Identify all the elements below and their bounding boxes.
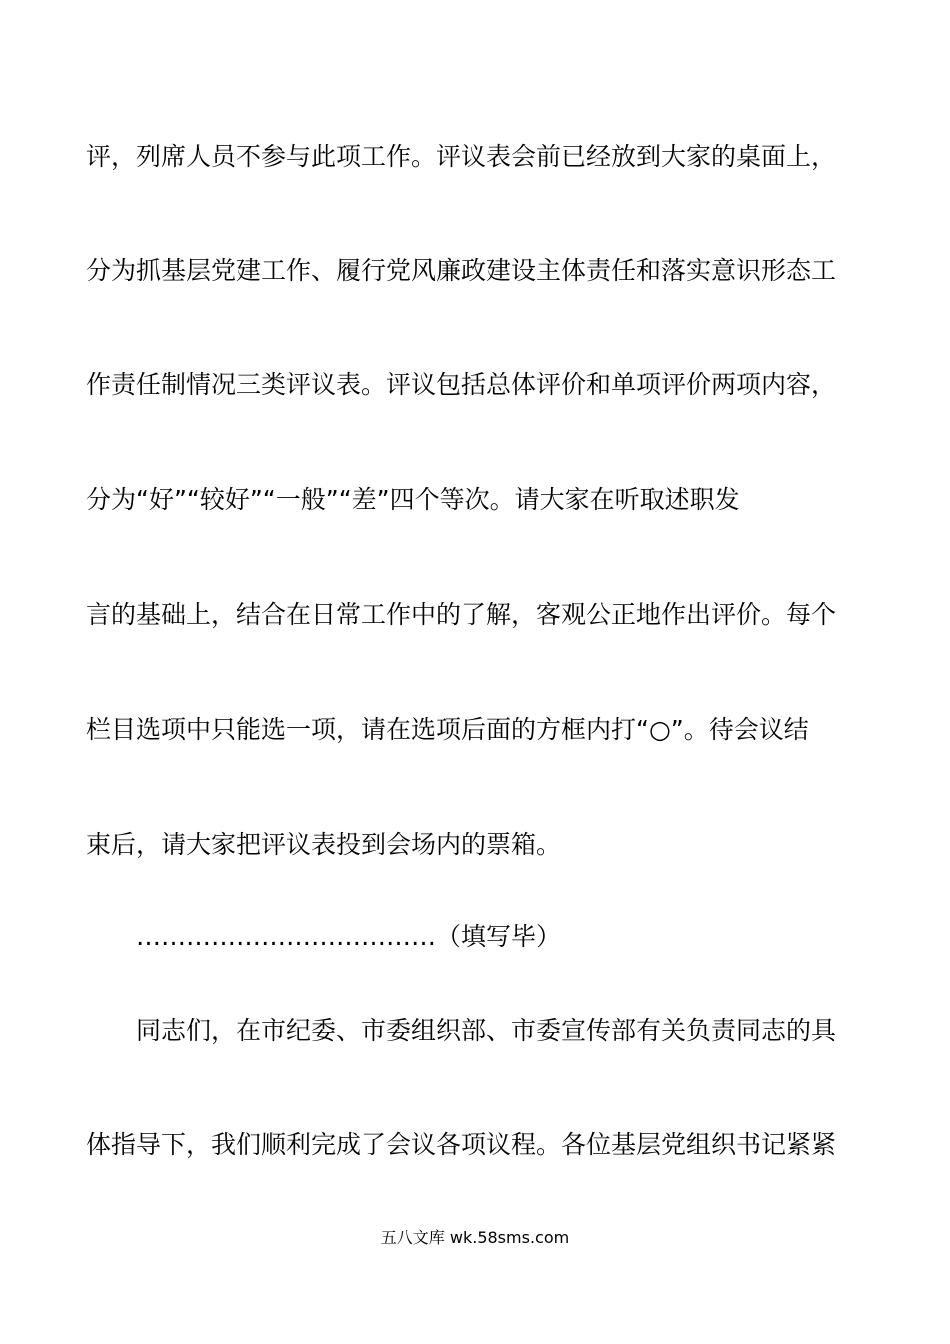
footer-watermark-text: 五八文库 wk.58sms.com — [380, 1228, 570, 1247]
body-text-line-2: 分为抓基层党建工作、履行党风廉政建设主体责任和落实意识形态工 — [86, 256, 837, 285]
body-text-line-1: 评，列席人员不参与此项工作。评议表会前已经放到大家的桌面上， — [86, 142, 837, 171]
body-text-line-4: 分为“好”“较好”“一般”“差”四个等次。请大家在听取述职发 — [86, 485, 740, 514]
body-text-line-5: 言的基础上，结合在日常工作中的了解，客观公正地作出评价。每个 — [86, 600, 837, 629]
body-text-line-7: 束后，请大家把评议表投到会场内的票箱。 — [86, 830, 562, 859]
body-text-line-9: 同志们，在市纪委、市委组织部、市委宣传部有关负责同志的具 — [136, 1016, 837, 1045]
fill-completed-note: ………………………………（填写毕） — [136, 922, 562, 951]
body-text-line-10: 体指导下，我们顺利完成了会议各项议程。各位基层党组织书记紧紧 — [86, 1130, 837, 1159]
body-text-line-6: 栏目选项中只能选一项，请在选项后面的方框内打“○”。待会议结 — [86, 715, 809, 744]
body-text-line-3: 作责任制情况三类评议表。评议包括总体评价和单项评价两项内容， — [86, 370, 837, 399]
